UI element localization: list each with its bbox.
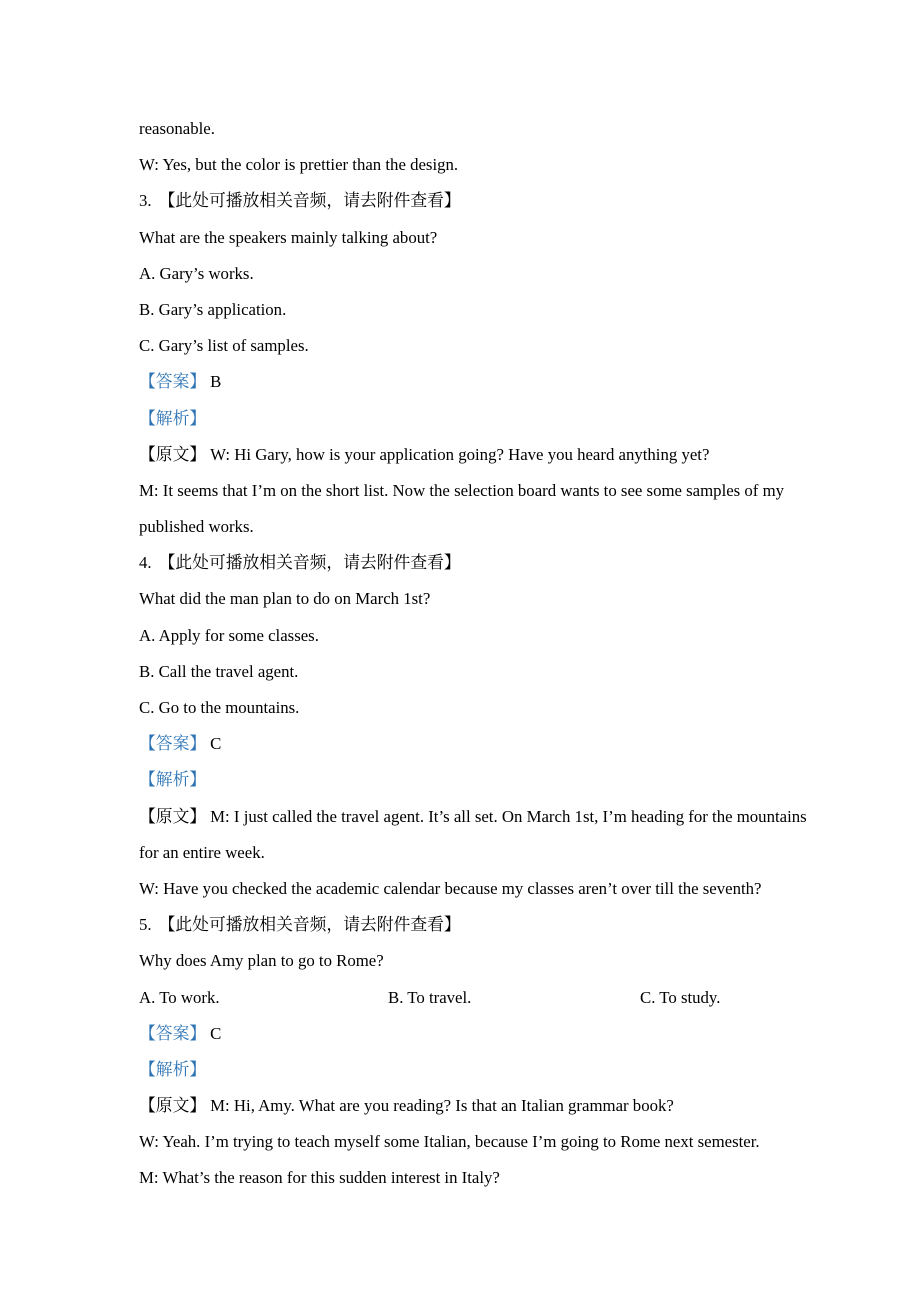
question-number: 3. — [139, 191, 152, 211]
dialog-line — [139, 111, 799, 147]
option-text: B. Call the travel agent. — [139, 661, 299, 681]
question-5-answer — [139, 1016, 799, 1052]
dialog-text: W: Yeah. I’m trying to teach myself some Italian, because I’m going to Rome next semester. — [139, 1132, 760, 1152]
question-3-text — [139, 220, 799, 256]
audio-placeholder-note: 【此处可播放相关音频，请去附件查看】 — [158, 191, 461, 211]
answer-value: B — [210, 372, 222, 392]
question-number: 4. — [139, 553, 152, 573]
option-b: B. To travel. — [388, 987, 472, 1007]
dialog-line — [139, 871, 799, 907]
page-text-content — [139, 111, 807, 1197]
question-3-option-a — [139, 256, 799, 292]
dialog-text: published works. — [139, 517, 254, 537]
answer-value: C — [210, 734, 222, 754]
option-a: A. To work. — [139, 987, 220, 1007]
dialog-text: reasonable. — [139, 119, 215, 138]
question-5-options-row — [139, 980, 799, 1016]
answer-value: C — [210, 1023, 222, 1043]
question-5-source — [139, 1088, 799, 1124]
question-4-text — [139, 581, 799, 617]
question-3-source — [139, 437, 799, 473]
answer-label: 【答案】 — [139, 1023, 207, 1043]
option-text: A. Gary’s works. — [139, 263, 254, 283]
dialog-line — [139, 147, 799, 183]
analysis-label: 【解析】 — [139, 408, 207, 428]
question-4-source — [139, 799, 807, 835]
answer-label: 【答案】 — [139, 734, 207, 754]
question-4-header — [139, 545, 799, 581]
question-4-option-a — [139, 618, 799, 654]
question-text: What are the speakers mainly talking about? — [139, 227, 438, 247]
source-text: W: Hi Gary, how is your application going? Have you heard anything yet? — [210, 444, 710, 464]
source-label: 【原文】 — [139, 444, 207, 464]
dialog-line — [139, 1160, 799, 1196]
dialog-text: M: It seems that I’m on the short list. Now the selection board wants to see some samples of my — [139, 480, 785, 500]
audio-placeholder-note: 【此处可播放相关音频，请去附件查看】 — [158, 553, 461, 573]
source-text: M: I just called the travel agent. It’s all set. On March 1st, I’m heading for the mountains — [210, 806, 807, 826]
question-3-header — [139, 183, 799, 219]
analysis-label: 【解析】 — [139, 1059, 207, 1079]
question-5-text — [139, 943, 799, 979]
option-text: C. Go to the mountains. — [139, 698, 300, 717]
answer-label: 【答案】 — [139, 372, 207, 392]
question-4-option-c — [139, 690, 799, 726]
dialog-text: W: Yes, but the color is prettier than the design. — [139, 155, 459, 175]
option-text: A. Apply for some classes. — [139, 625, 319, 645]
question-3-option-b — [139, 292, 799, 328]
question-5-analysis — [139, 1052, 799, 1088]
question-number: 5. — [139, 915, 152, 935]
dialog-line — [139, 1124, 799, 1160]
option-c: C. To study. — [640, 987, 721, 1007]
question-text: Why does Amy plan to go to Rome? — [139, 951, 384, 971]
dialog-line — [139, 835, 799, 871]
dialog-line — [139, 509, 799, 545]
audio-placeholder-note: 【此处可播放相关音频，请去附件查看】 — [158, 915, 461, 935]
dialog-line — [139, 473, 799, 509]
question-4-option-b — [139, 654, 799, 690]
source-label: 【原文】 — [139, 806, 207, 826]
option-text: B. Gary’s application. — [139, 299, 287, 319]
dialog-text: M: What’s the reason for this sudden interest in Italy? — [139, 1168, 500, 1188]
dialog-text: W: Have you checked the academic calendar because my classes aren’t over till the seventh? — [139, 878, 762, 898]
question-text: What did the man plan to do on March 1st? — [139, 589, 431, 609]
analysis-label: 【解析】 — [139, 770, 207, 790]
source-label: 【原文】 — [139, 1096, 207, 1116]
dialog-text: for an entire week. — [139, 842, 265, 862]
option-text: C. Gary’s list of samples. — [139, 336, 309, 356]
question-3-answer — [139, 364, 799, 400]
question-4-answer — [139, 726, 799, 762]
source-text: M: Hi, Amy. What are you reading? Is that an Italian grammar book? — [210, 1096, 674, 1116]
question-3-analysis — [139, 401, 799, 437]
question-3-option-c — [139, 328, 799, 364]
question-4-analysis — [139, 762, 799, 798]
question-5-header — [139, 907, 799, 943]
